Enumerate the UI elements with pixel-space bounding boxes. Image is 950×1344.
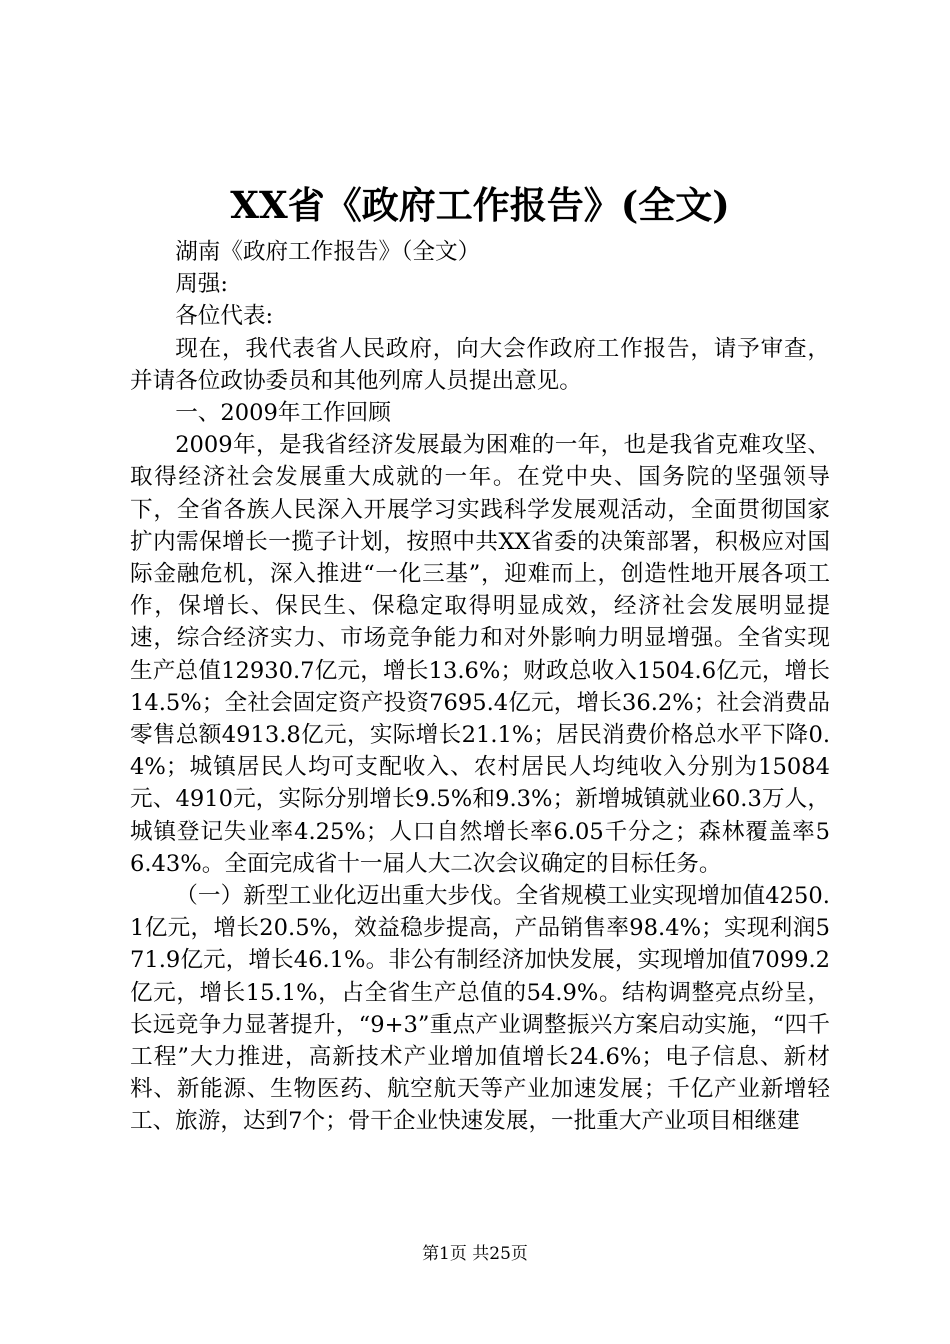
- paragraph-speaker: 周强:: [175, 271, 228, 298]
- paragraph-intro: 现在，我代表省人民政府，向大会作政府工作报告，请予审查，并请各位政协委员和其他列席人员提出意见。: [130, 335, 830, 394]
- paragraph-salutation: 各位代表:: [175, 303, 274, 330]
- document-title: XX省《政府工作报告》(全文): [230, 183, 730, 227]
- section-heading: 一、2009年工作回顾: [175, 400, 391, 427]
- paragraph-review: 2009年，是我省经济发展最为困难的一年，也是我省克难攻坚、取得经济社会发展重大成就的一年。在党中央、国务院的坚强领导下，全省各族人民深入开展学习实践科学发展观活动，全面贯彻国家扩内需保增长一揽子计划，按照中共XX省委的决策部署，积极应对国际金融危机，深入推进“一化三基”，迎难而上，创造性地开展各项工作，保增长、保民生、保稳定取得明显成效，经济社会发展明显提速，综合经济实力、市场竞争能力和对外影响力明显增强。全省实现生产总值12930.7亿元，增长13.6%；财政总收入1504.6亿元，增长14.5%；全社会固定资产投资7695.4亿元，增长36.2%；社会消费品零售总额4913.8亿元，实际增长21.1%；居民消费价格总水平下降0.4%；城镇居民人均可支配收入、农村居民人均纯收入分别为15084元、4910元，实际分别增长9.5%和9.3%；新增城镇就业60.3万人，城镇登记失业率4.25%；人口自然增长率6.05千分之；森林覆盖率56.43%。全面完成省十一届人大二次会议确定的目标任务。: [130, 432, 830, 877]
- page-footer: 第1页 共25页: [422, 1244, 528, 1264]
- paragraph-industrialization: （一）新型工业化迈出重大步伐。全省规模工业实现增加值4250.1亿元，增长20.5%，效益稳步提高，产品销售率98.4%；实现利润571.9亿元，增长46.1%。非公有制经济加快发展，实现增加值7099.2亿元，增长15.1%，占全省生产总值的54.9%。结构调整亮点纷呈，长远竞争力显著提升，“9+3”重点产业调整振兴方案启动实施，“四千工程”大力推进，高新技术产业增加值增长24.6%；电子信息、新材料、新能源、生物医药、航空航天等产业加速发展；千亿产业新增轻工、旅游，达到7个；骨干企业快速发展，一批重大产业项目相继建: [130, 883, 830, 1135]
- paragraph-subtitle: 湖南《政府工作报告》（全文）: [175, 239, 481, 265]
- document-body: [130, 236, 830, 1138]
